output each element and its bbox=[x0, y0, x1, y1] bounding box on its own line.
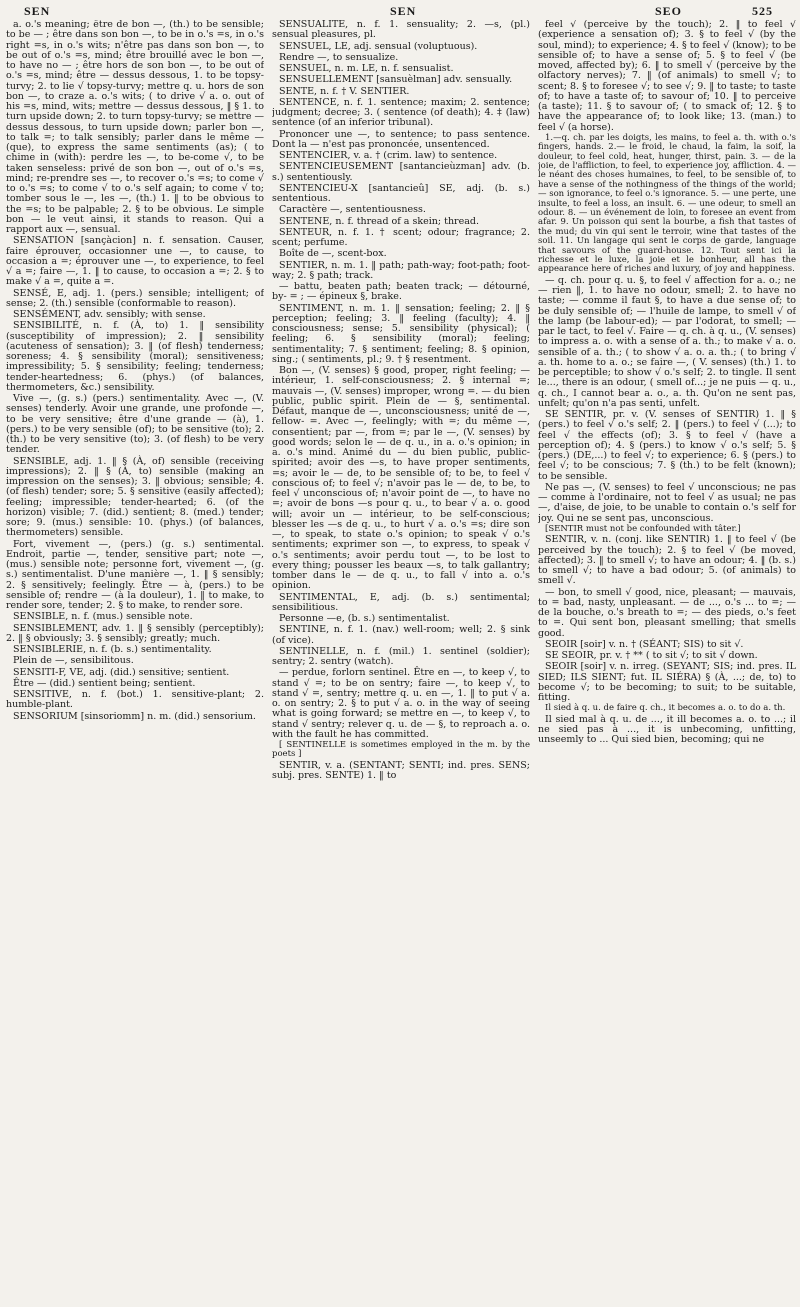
entry-sensuel-adj: SENSUEL, LE, adj. sensual (voluptuous). bbox=[279, 40, 478, 52]
entry-sensitif: SENSITI-F, VE, adj. (did.) sensitive; sentient. bbox=[13, 666, 230, 678]
entry-sentinelle-phrases: — perdue, forlorn sentinel. Être en —, to keep √, to stand √ =; to be on sentry; faire —, to keep √, to stand √ =, sentry; mettre q. u. en —, 1. ‖ to put √ a. o. on sentry; 2. § to put √ a. o. in the way of seeing what is going forward; se mettre en —, to keep √, to stand √ sentry; relever q. u. de — §, to reproach a. o. with the fault he has committed. bbox=[272, 667, 530, 740]
entry-sentencieux: SENTENCIEU-X [santancieû] SE, adj. (b. s.) sententious. bbox=[272, 182, 530, 204]
entry-sentinelle: SENTINELLE, n. f. (mil.) 1. sentinel (soldier); sentry; 2. sentry (watch). bbox=[272, 645, 530, 667]
entry-sentencier: SENTENCIER, v. a. † (crim. law) to sentence. bbox=[279, 150, 498, 161]
entry-sensitif-phrase: Être — (did.) sentient being; sentient. bbox=[13, 677, 196, 689]
entry-sense: SENSÉ, E, adj. 1. (pers.) sensible; intelligent; of sense; 2. (th.) sensible (conformable to reason). bbox=[6, 287, 264, 309]
entry-sentir-senses: feel √ (perceive by the touch); 2. ‖ to feel √ (experience a sensation of); 3. § to feel √ (by the soul, mind); to experience; 4. § to feel √ (know); to be sensible of; to have a sense of; 5. § to feel √ (be moved, affected by); 6. ‖ to smell √ (perceive by the olfactory nerves); 7. ‖ (of animals) to smell √; to scent; 8. § to foresee √; to see √; 9. ‖ to taste; to taste of; to have a taste of; to savour of; 10. ‖ to perceive (a taste); 11. § to savour of; ( to smack of; 12. § to have the appearance of; to look like; 13. (man.) to feel √ (a horse). bbox=[538, 20, 796, 133]
entry-sens-cont: a. o.'s meaning; être de bon —, (th.) to be sensible; to be — ; être dans son bon —, to be in o.'s =s, in o.'s right =s, in o.'s wits; n'être pas dans son bon —, to be out of o.'s =s, mind; être brouillé avec le bon —, to have no — ; être hors de son bon —, to be out of o.'s =s, mind; être — dessus dessous, 1. to be topsy-turvy; 2. to lie √ topsy-turvy; mettre q. u. hors de son bon —, to craze a. o.'s wits; ( to drive √ a. o. out of his =s, mind, wits; mettre — dessus dessous, ‖ § 1. to turn upside down; 2. to turn topsy-turvy; se mettre — dessus dessous, to turn upside down; parler bon —, to talk =; to talk sensibly; parler dans le même — (que), to express the same sentiments (as); ( to chime in (with): perdre les —, to be-come √, to be taken senseless: privé de son bon —, out of o.'s =s, mind; re-prendre ses —, to recover o.'s =s; to come √ to o.'s =s; to come √ to o.'s self again; to come √ to; tomber sous le —, les —, (th.) 1. ‖ to be obvious to the =s; to be palpable; 2. § to be obvious. Le simple bon — le veut ainsi, it stands to reason. Qui a rapport aux —, sensual. bbox=[6, 20, 264, 235]
entry-sentence: SENTENCE, n. f. 1. sentence; maxim; 2. sentence; judgment; decree; 3. ( sentence (of death); 4. ‡ (law) sentence (of an inferior tribunal). bbox=[272, 96, 530, 129]
entry-sensible-adj: SENSIBLE, adj. 1. ‖ § (À, of) sensible (receiving impressions); 2. ‖ § (À, to) sensible (making an impression on the senses); 3. ‖ obvious; sensible; 4. (of flesh) tender; sore; 5. § sensitive (easily affected); feeling; impressible; tender-hearted; 6. (of the horizon) visible; 7. (did.) sentient; 8. (med.) tender; sore; 9. (mus.) sensible: 10. (phys.) (of balances, thermometers) sensible. bbox=[6, 455, 264, 539]
entry-seoir-phrases: Il sied mal à q. u. de ..., it ill becomes a. o. to ...; il ne sied pas à ..., it is unbecoming, unfitting, unseemly to ... Qui sied bien, becoming; qui ne bbox=[538, 713, 796, 746]
entry-sentier-phrases: — battu, beaten path; beaten track; — détourné, by- = ; — épineux §, brake. bbox=[272, 281, 530, 303]
entry-seoir-irreg: SEOIR [soir] v. n. irreg. (SEYANT; SIS; ind. pres. IL SIED; ILS SIENT; fut. IL SIÉRA) § (À, ...; de, to) to become √; to be becoming; to suit; to be suitable, fitting. bbox=[538, 661, 796, 703]
entry-sensuel-phrase: Rendre —, to sensualize. bbox=[279, 51, 399, 63]
entry-sensation: SENSATION [sançàcion] n. f. sensation. Causer, faire éprouver, occasionner une —, to cause, to occasion a =; éprouver une —, to experience, to feel √ a =; faire —, 1. ‖ to cause, to occasion a =; 2. § to make √ a =, quite a =. bbox=[6, 235, 264, 288]
entry-sentencieux-phrase: Caractère —, sententiousness. bbox=[279, 204, 426, 216]
entry-sensuel-noun: SENSUEL, n. m. LE, n. f. sensualist. bbox=[279, 63, 454, 74]
page-number: 525 bbox=[752, 4, 773, 18]
entry-sentencieusement: SENTENCIEUSEMENT [santancieùzman] adv. (b. s.) sententiously. bbox=[272, 161, 530, 183]
entry-sentir-vn-phrases: — bon, to smell √ good, nice, pleasant; — mauvais, to = bad, nasty, unpleasant. — de ..., o.'s ... to =; — de la bouche, o.'s breath to =; — des pieds, o.'s feet to =. Qui sent bon, pleasant smelling; that smells good. bbox=[538, 586, 796, 639]
entry-sensualite: SENSUALITÉ, n. f. 1. sensuality; 2. —s, (pl.) sensual pleasures, pl. bbox=[272, 20, 530, 41]
entry-sentimental: SENTIMENTAL, E, adj. (b. s.) sentimental; sensibilitious. bbox=[272, 591, 530, 613]
entry-sente: SENTE, n. f. † V. SENTIER. bbox=[279, 85, 410, 97]
entry-seoir: SEOIR [soir] v. n. † (SÉANT; SIS) to sit √. bbox=[545, 638, 744, 650]
entry-se-sentir-phrases: Ne pas —, (V. senses) to feel √ unconscious; ne pas — comme à l'ordinaire, not to feel √ as usual; ne pas —, d'aise, de joie, to be unable to contain o.'s self for joy. Qui ne se sent pas, unconscious. bbox=[538, 481, 796, 524]
entry-sensitive: SENSITIVE, n. f. (bot.) 1. sensitive-plant; 2. humble-plant. bbox=[6, 689, 264, 711]
entry-seoir-example: Il sied à q. u. de faire q. ch., it becomes a. o. to do a. th. bbox=[545, 703, 786, 714]
entry-sentir-va: SENTIR, v. a. (SENTANT; SENTI; ind. pres. SENS; subj. pres. SENTE) 1. ‖ to bbox=[272, 759, 530, 782]
entry-sentir-vn: SENTIR, v. n. (conj. like SENTIR) 1. ‖ to feel √ (be perceived by the touch); 2. § to feel √ (be moved, affected); 3. ‖ to smell √; to have an odour; 4. ‖ (b. s.) to smell √; to have a bad odour; 5. (of animals) to smell √. bbox=[538, 534, 796, 587]
entry-sensiblement: SENSIBLEMENT, adv. 1. ‖ § sensibly (perceptibly); 2. ‖ § obviously; 3. § sensibly; greatly; much. bbox=[6, 622, 264, 644]
entry-sentiment: SENTIMENT, n. m. 1. ‖ sensation; feeling; 2. ‖ § perception; feeling; 3. ‖ feeling (faculty); 4. ‖ consciousness; sense; 5. sensibility (physical); ( feeling; 6. § sensibility (moral); feeling; sentimentality; 7. § sentiment; feeling; 8. § opinion, sing.; ( sentiments, pl.; 9. † § resentment. bbox=[272, 302, 530, 365]
entry-sentinelle-note: [ SENTINELLE is sometimes employed in the m. by the poets ] bbox=[272, 740, 530, 760]
entry-sentir-examples: 1.—q. ch. par les doigts, les mains, to feel a. th. with o.'s fingers, hands. 2.— le froid, le chaud, la faim, la soif, la douleur, to feel cold, heat, hunger, thirst, pain. 3. — de la joie, de l'affliction, to feel, to experience joy, affliction. 4. — le néant des choses humaines, to feel, to be sensible of, to have a sense of the nothingness of the things of the world; — son ignorance, to feel o.'s ignorance. 5. — une perte, une insulte, to feel a loss, an insult. 6. — une odeur, to smell an odour. 8. — un événement de loin, to foresee an event from afar. 9. Un poisson qui sent la bourbe, a fish that tastes of the mud; du vin qui sent le terroir, wine that tastes of the soil. 11. Un langage qui sent le corps de garde, language that savours of the guard-house. 12. Tout sent ici la richesse et le luxe, la joie et le bonheur, all has the appearance here of riches and luxury, of joy and happiness. bbox=[538, 132, 796, 275]
column-2 bbox=[272, 20, 530, 1302]
entry-sentier: SENTIER, n. m. 1. ‖ path; path-way; foot-path; foot-way; 2. § path; track. bbox=[272, 259, 530, 281]
entry-sensiblerie: SENSIBLERIE, n. f. (b. s.) sentimentality. bbox=[13, 644, 212, 655]
entry-senteur-phrase: Boîte de —, scent-box. bbox=[279, 248, 387, 260]
entry-se-seoir: SE SEOIR, pr. v. † ** ( to sit √; to sit √ down. bbox=[545, 650, 758, 661]
entry-sensement: SENSÉMENT, adv. sensibly; with sense. bbox=[13, 309, 206, 320]
entry-sensible-noun: SENSIBLE, n. f. (mus.) sensible note. bbox=[13, 611, 193, 623]
running-head-right-word: SEO bbox=[655, 4, 683, 18]
entry-sensiblerie-phrase: Plein de —, sensibilitous. bbox=[13, 655, 134, 667]
entry-sensibilite-phrases: Vive —, (g. s.) (pers.) sentimentality. Avec —, (V. senses) tenderly. Avoir une grande, une profonde —, to be very sensitive; être d'une grande — (à), 1. (pers.) to be very sensible (of); to be sensitive (to); 2. (th.) to be very sensitive (to); 3. (of flesh) to be very tender. bbox=[6, 393, 264, 456]
entry-sensuellement: SENSUELLEMENT [sansuèlman] adv. sensually. bbox=[279, 74, 513, 86]
column-3 bbox=[538, 20, 796, 1302]
entry-sentiment-phrases: Bon —, (V. senses) § good, proper, right feeling; — intérieur, 1. self-consciousness; 2. § internal =; mauvais —, (V. senses) improper, wrong =. — du bien public, public spirit. Plein de — §, sentimental. Défaut, manque de —, unconsciousness; unité de —, fellow- =. Avec —, feelingly; with =; du même —, consentient; par —, from =; par le —, (V. senses) by good words; selon le — de q. u., in a. o.'s opinion; in a. o.'s mind. Animé du — du bien public, public-spirited; avoir des —s, to have proper sentiments, =s; avoir le — de, to be sensible of; to be, to feel √ conscious of; to feel √; n'avoir pas le — de, to be, to feel √ unconscious of; n'avoir point de —, to have no =; avoir de bons —s pour q. u., to bear √ a. o. good will; avoir un — intérieur, to be self-conscious; blesser les —s de q. u., to hurt √ a. o.'s =s; dire son —, to speak, to state o.'s opinion; to speak √ o.'s sentiments; exprimer son —, to express, to speak √ o.'s sentiments; avoir perdu tout —, to be lost to every thing; pousser les beaux —s, to talk gallantry; tomber dans le — de q. u., to fall √ into a. o.'s opinion. bbox=[272, 365, 530, 592]
entry-sentine: SENTINE, n. f. 1. (nav.) well-room; well; 2. § sink (of vice). bbox=[272, 624, 530, 646]
entry-sensorium: SENSORIUM [sinsoriomm] n. m. (did.) sensorium. bbox=[13, 710, 256, 722]
entry-sensibilite: SENSIBILITÉ, n. f. (À, to) 1. ‖ sensibility (susceptibility of impression); 2. ‖ sensibility (acuteness of sensation); 3. ‖ (of flesh) tenderness; soreness; 4. § sensibility (moral); sensitiveness; impressibility; 5. § sensibility; feeling; tenderness; tender-heartedness; 6. (phys.) (of balances, thermometers, &c.) sensibility. bbox=[6, 320, 264, 393]
entry-sentence-phrases: Prononcer une —, to sentence; to pass sentence. Dont la — n'est pas prononcée, unsentenced. bbox=[272, 128, 530, 150]
entry-sentene: SENTENE, n. f. thread of a skein; thread. bbox=[279, 215, 479, 227]
entry-sentir-phrases: — q. ch. pour q. u. §, to feel √ affection for a. o.; ne — rien ‖, 1. to have no odour, smell; 2. to have no taste; — comme il faut §, to have a due sense of; to be duly sensible of; — l'huile de lampe, to smell √ of the lamp (be labour-ed); — par l'odorat, to smell; — par le tact, to feel √. Faire — q. ch. à q. u., (V. senses) to impress a. o. with a sense of a. th.; to make √ a. o. sensible of a. th.; ( to show √ a. o. a. th.; ( to bring √ a. th. home to a. o.; se faire —, ( V. senses) (th.) 1. to be perceptible; to show √ o.'s self; 2. to tingle. Il sent le..., there is an odour, ( smell of...; je ne puis — q. u., q. ch., I cannot bear a. o., a. th. Qu'on ne sent pas, unfelt; qu'on n'a pas senti, unfelt. bbox=[538, 274, 796, 409]
entry-senteur: SENTEUR, n. f. 1. † scent; odour; fragrance; 2. scent; perfume. bbox=[272, 226, 530, 248]
running-head-center: SEN bbox=[390, 4, 417, 18]
entry-sensible-phrases: Fort, vivement —, (pers.) (g. s.) sentimental. Endroit, partie —, tender, sensitive part; note —, (mus.) sensible note; personne fort, vivement —, (g. s.) sentimentalist. D'une manière —, 1. ‖ § sensibly; 2. § sensitively; feelingly. Être — à, (pers.) to be sensible of; rendre — (à la douleur), 1. ‖ to make, to render sore, tender; 2. § to make, to render sore. bbox=[6, 538, 264, 611]
column-1 bbox=[6, 20, 264, 1302]
entry-sentir-note: [SENTIR must not be confounded with tâter.] bbox=[545, 523, 741, 534]
entry-se-sentir: SE SENTIR, pr. v. (V. senses of SENTIR) 1. ‖ § (pers.) to feel √ o.'s self; 2. ‖ (pers.) to feel √ (...); to feel √ the effects (of); 3. § to feel √ (have a perception of); 4. § (pers.) to know √ o.'s self; 5. § (pers.) (DE,...) to feel √; to experience; 6. § (pers.) to feel √; to be conscious; 7. § (th.) to be felt (known); to be sensible. bbox=[538, 409, 796, 482]
running-head-left: SEN bbox=[24, 4, 51, 18]
entry-sentimental-phrase: Personne —e, (b. s.) sentimentalist. bbox=[279, 613, 450, 624]
